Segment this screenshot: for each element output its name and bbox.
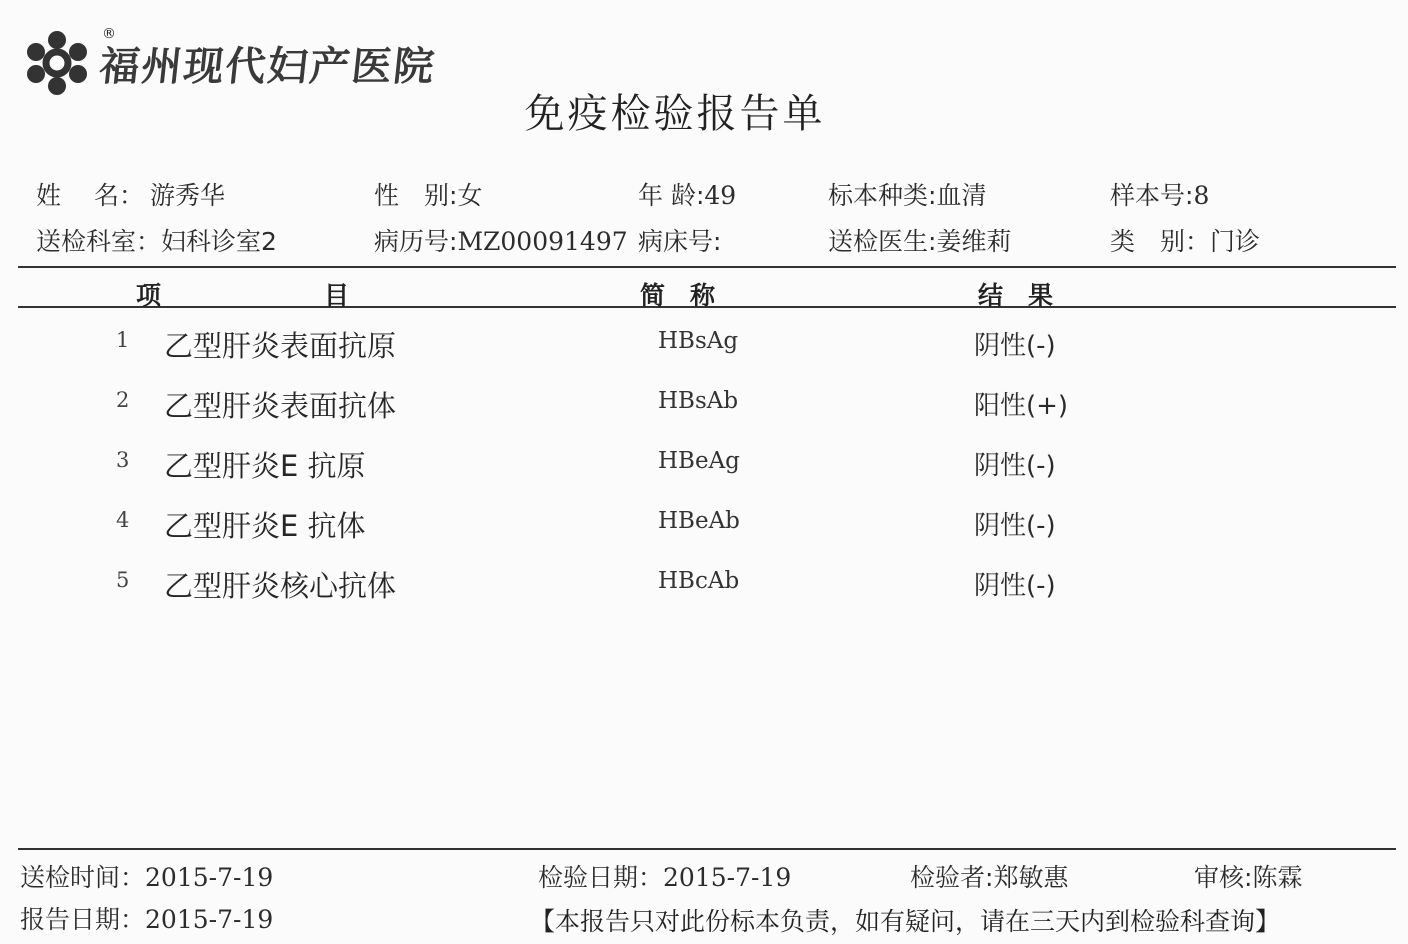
row-item: 乙型肝炎核心抗体: [164, 569, 397, 603]
submit-time-label: 送检时间：: [20, 863, 146, 892]
category-field: [1110, 222, 1260, 258]
bed-no-field: [638, 222, 721, 258]
sex-label: 性 别:: [374, 181, 458, 210]
row-number: 5: [116, 568, 130, 592]
row-item: 乙型肝炎表面抗原: [164, 329, 397, 363]
tester-value: 郑敏惠: [993, 863, 1069, 892]
sample-no-field: [1110, 176, 1209, 212]
row-abbr: HBeAb: [658, 508, 740, 534]
row-item: 乙型肝炎E 抗原: [164, 449, 366, 483]
age-value: 49: [704, 181, 737, 210]
row-abbr: HBcAb: [658, 568, 740, 594]
sample-no-value: 8: [1193, 181, 1210, 210]
header-item-a: 项: [136, 281, 162, 310]
report-date-value: 2015-7-19: [145, 905, 274, 934]
row-number: 4: [116, 508, 130, 532]
header-result: 结 果: [978, 281, 1054, 310]
sample-no-label: 样本号:: [1110, 181, 1194, 210]
row-item: 乙型肝炎表面抗体: [164, 389, 397, 423]
row-result: 阴性(-): [974, 331, 1056, 361]
test-date-value: 2015-7-19: [663, 863, 792, 892]
tester-label: 检验者:: [910, 863, 994, 892]
patient-name-field: [36, 176, 225, 212]
specimen-label: 标本种类:: [828, 181, 937, 210]
header-item-b: 目: [324, 281, 350, 310]
bed-no-label: 病床号:: [638, 227, 722, 256]
category-label: 类 别：: [1110, 227, 1211, 256]
disclaimer-notice: 【本报告只对此份标本负责，如有疑问，请在三天内到检验科查询】: [530, 907, 1281, 936]
row-abbr: HBsAb: [658, 388, 739, 414]
record-no-label: 病历号:: [374, 227, 458, 256]
patient-name: 游秀华: [149, 181, 225, 210]
dept-label: 送检科室：: [36, 227, 162, 256]
report-date-label: 报告日期：: [20, 905, 146, 934]
registered-mark: ®: [102, 26, 116, 42]
table-top-rule: [18, 266, 1396, 268]
test-date-label: 检验日期：: [538, 863, 664, 892]
submit-time-field: [20, 858, 273, 894]
row-result: 阴性(-): [974, 571, 1056, 601]
specimen-field: [828, 176, 986, 212]
record-no-field: [374, 222, 628, 258]
footer-rule: [18, 848, 1396, 850]
record-no-value: MZ00091497: [457, 227, 628, 256]
patient-name-label: 姓 名：: [36, 181, 144, 210]
row-number: 2: [116, 388, 130, 412]
sex-value: 女: [457, 181, 483, 210]
age-field: [638, 176, 736, 212]
report-title: 免疫检验报告单: [524, 91, 826, 137]
row-abbr: HBeAg: [658, 448, 740, 474]
row-result: 阴性(-): [974, 511, 1056, 541]
doctor-value: 姜维莉: [936, 227, 1012, 256]
reviewer-value: 陈霖: [1252, 863, 1303, 892]
category-value: 门诊: [1210, 227, 1261, 256]
doctor-label: 送检医生:: [828, 227, 937, 256]
header-abbr: 简 称: [640, 281, 716, 310]
reviewer-label: 审核:: [1194, 863, 1253, 892]
specimen-value: 血清: [936, 181, 987, 210]
tester-field: [910, 858, 1068, 894]
dept-field: [36, 222, 277, 258]
row-result: 阳性(+): [974, 391, 1069, 421]
row-number: 1: [116, 328, 130, 352]
report-date-field: [20, 900, 273, 936]
row-abbr: HBsAg: [658, 328, 739, 354]
row-number: 3: [116, 448, 130, 472]
dept-value: 妇科诊室2: [161, 227, 277, 256]
test-date-field: [538, 858, 791, 894]
doctor-field: [828, 222, 1011, 258]
row-item: 乙型肝炎E 抗体: [164, 509, 366, 543]
reviewer-field: [1194, 858, 1302, 894]
sex-field: [374, 176, 482, 212]
age-label: 年 龄:: [638, 181, 705, 210]
submit-time-value: 2015-7-19: [145, 863, 274, 892]
hospital-name: 福州现代妇产医院: [97, 42, 439, 90]
row-result: 阴性(-): [974, 451, 1056, 481]
